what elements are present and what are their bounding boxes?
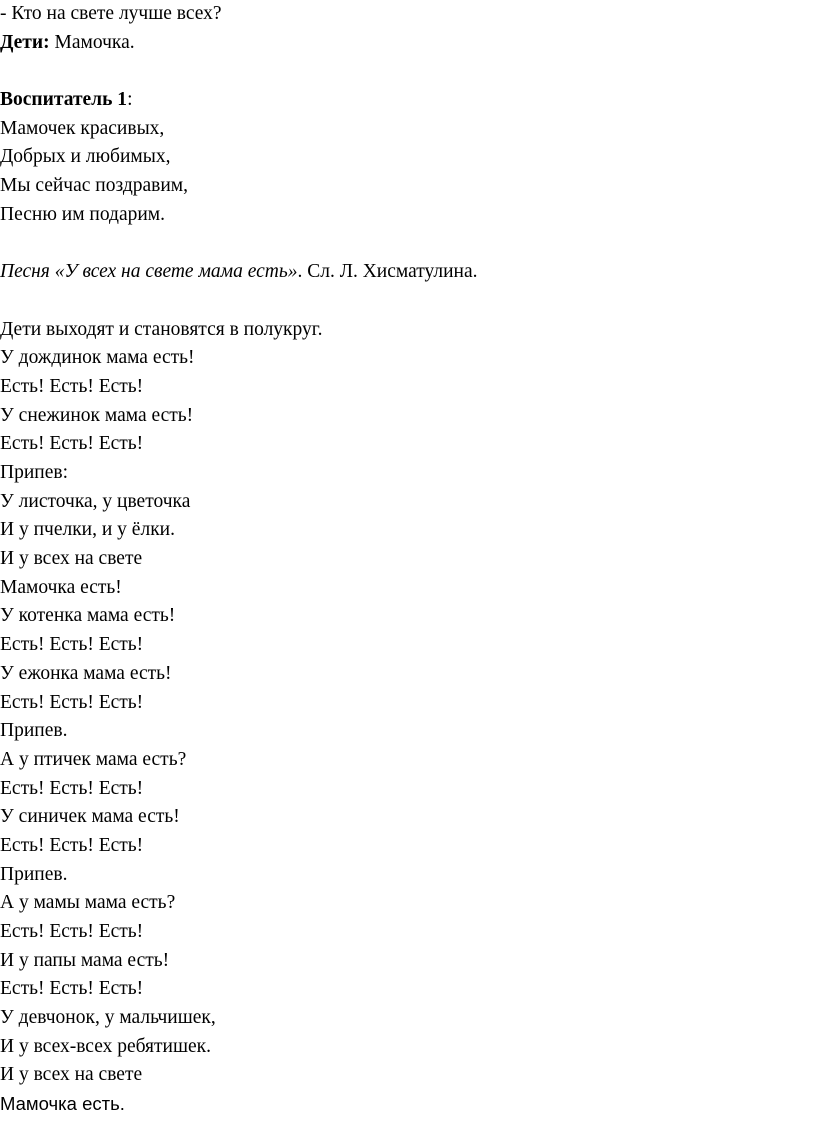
- spacer: [0, 57, 800, 86]
- verse-line: И у папы мама есть!: [0, 949, 170, 971]
- teacher-heading: [0, 86, 800, 115]
- verse-line: И у всех на свете: [0, 548, 143, 570]
- children-label: Дети:: [0, 31, 50, 53]
- teacher-line: Добрых и любимых,: [0, 146, 171, 168]
- verse-line: А у мамы мама есть?: [0, 892, 176, 914]
- verse-line: Есть! Есть! Есть!: [0, 375, 144, 397]
- song-title: Песня «У всех на свете мама есть»: [0, 261, 298, 283]
- verse-line: У дождинок мама есть!: [0, 347, 195, 369]
- verse-line: И у пчелки, и у ёлки.: [0, 519, 175, 541]
- final-line: Мамочка есть.: [0, 1093, 125, 1115]
- verse-line: У девчонок, у мальчишек,: [0, 1007, 216, 1029]
- song-heading: [0, 258, 800, 287]
- song-author: . Сл. Л. Хисматулина.: [297, 261, 478, 283]
- verse-line: Мамочка есть!: [0, 576, 122, 598]
- verse-line: Припев:: [0, 462, 68, 483]
- verse-line: Припев.: [0, 863, 68, 885]
- teacher-line: Песню им подарим.: [0, 203, 166, 225]
- verse-line: Есть! Есть! Есть!: [0, 691, 144, 713]
- teacher-line: Мы сейчас поздравим,: [0, 175, 189, 197]
- verse-line: У котенка мама есть!: [0, 605, 176, 627]
- verse-line: У синичек мама есть!: [0, 806, 180, 828]
- verse-line: Есть! Есть! Есть!: [0, 921, 144, 942]
- teacher-colon: :: [127, 89, 133, 111]
- verse-line: Дети выходят и становятся в полукруг.: [0, 318, 323, 340]
- intro-question: - Кто на свете лучше всех?: [0, 3, 222, 24]
- verse-line: У листочка, у цветочка: [0, 490, 191, 512]
- verse-line: У снежинок мама есть!: [0, 404, 194, 426]
- verse-line: А у птичек мама есть?: [0, 748, 187, 770]
- verse-line: Припев.: [0, 720, 68, 742]
- spacer: [0, 230, 800, 259]
- teacher-label: Воспитатель 1: [0, 89, 128, 111]
- verse-line: И у всех-всех ребятишек.: [0, 1035, 212, 1057]
- children-reply: Мамочка.: [49, 31, 135, 53]
- spacer: [0, 287, 800, 316]
- verse-line: У ежонка мама есть!: [0, 662, 172, 684]
- verse-line: Есть! Есть! Есть!: [0, 777, 144, 799]
- verse-line: Есть! Есть! Есть!: [0, 834, 144, 856]
- verse-line: Есть! Есть! Есть!: [0, 978, 144, 1000]
- verse-line: Есть! Есть! Есть!: [0, 433, 144, 455]
- teacher-line: Мамочек красивых,: [0, 117, 165, 139]
- verse-line: И у всех на свете: [0, 1064, 143, 1086]
- children-reply-line: [0, 29, 800, 58]
- verse-line: Есть! Есть! Есть!: [0, 634, 144, 656]
